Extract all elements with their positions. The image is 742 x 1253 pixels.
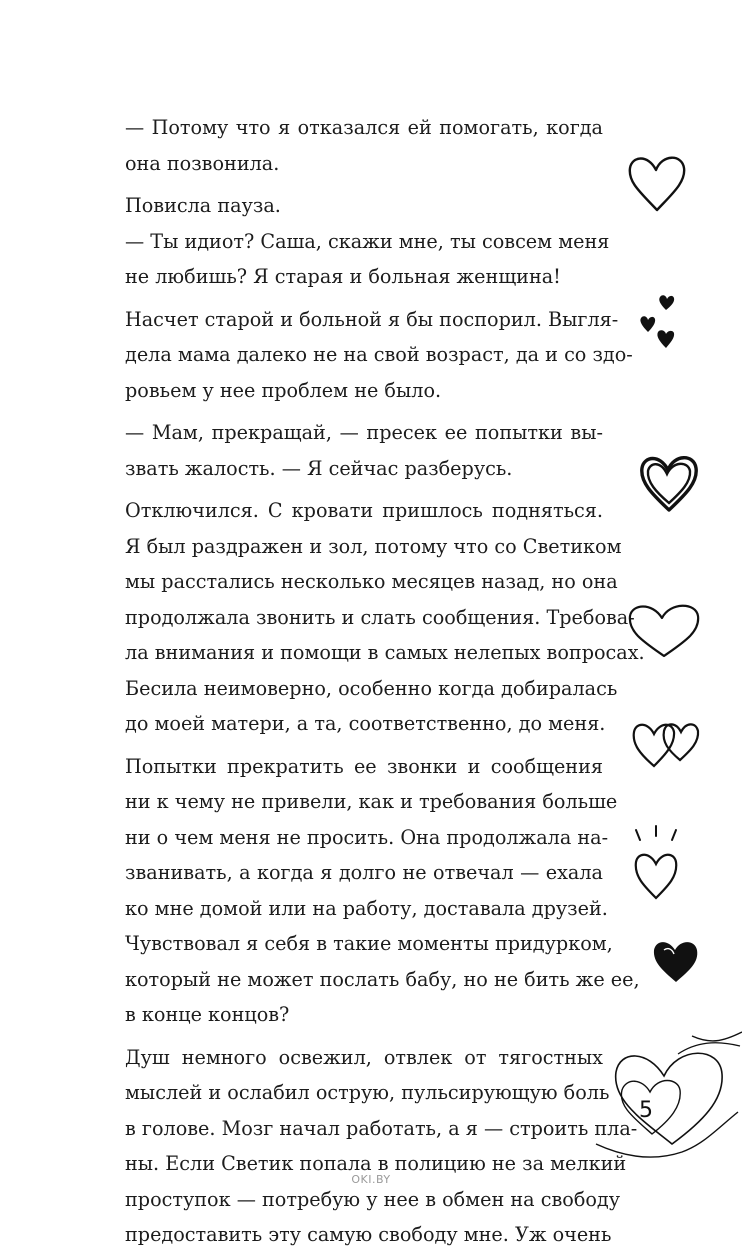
text-line: звать жалость. — Я сейчас разберусь.: [125, 456, 513, 480]
outline-heart-icon: [622, 148, 692, 218]
text-line: ны. Если Светик попала в полицию не за мелкий: [125, 1152, 627, 1175]
text-line: ни к чему не привели, как и требования больше: [125, 790, 618, 813]
text-line: Душ немного освежил, отвлек от тягостных: [125, 1045, 603, 1069]
small-hearts-cluster-icon: [636, 288, 686, 358]
text-line: Насчет старой и больной я бы поспорил. Выгля-: [125, 307, 619, 331]
text-line: не любишь? Я старая и больная женщина!: [125, 265, 561, 288]
text-line: ла внимания и помощи в самых нелепых вопросах.: [125, 641, 645, 664]
text-line: Бесила неимоверно, особенно когда добиралась: [125, 676, 618, 700]
swirl-hearts-icon: [592, 1024, 742, 1174]
text-line: мы расстались несколько месяцев назад, но она: [125, 570, 618, 593]
text-line: — Потому что я отказался ей помогать, когда: [125, 116, 603, 139]
text-line: предоставить эту самую свободу мне. Уж очень: [125, 1223, 612, 1246]
text-line: в голове. Мозг начал работать, а я — строить пла-: [125, 1116, 638, 1140]
paragraph: [125, 110, 603, 181]
text-line: Чувствовал я себя в такие моменты придурком,: [125, 932, 613, 955]
scribbled-heart-icon: [634, 448, 704, 518]
text-line: продолжала звонить и слать сообщения. Требова-: [125, 605, 635, 629]
text-line: ко мне домой или на работу, доставала друзей.: [125, 896, 608, 920]
body-text: [125, 110, 645, 1253]
paragraph: [125, 188, 603, 224]
text-line: она позвонила.: [125, 151, 280, 175]
text-line: — Ты идиот? Саша, скажи мне, ты совсем меня: [125, 229, 610, 253]
paragraph: [125, 493, 645, 742]
paragraph: [125, 1040, 638, 1253]
paragraph: [125, 749, 640, 1033]
filled-heart-icon: [650, 934, 702, 986]
paragraph: [125, 224, 610, 295]
text-line: Повисла пауза.: [125, 194, 281, 217]
text-line: мыслей и ослабил острую, пульсирующую боль: [125, 1081, 610, 1104]
text-line: до моей матери, а та, соответственно, до меня.: [125, 712, 606, 735]
double-hearts-icon: [628, 714, 704, 772]
wide-outline-heart-icon: [622, 596, 706, 662]
text-line: дела мама далеко не на свой возраст, да и со здо-: [125, 343, 633, 366]
text-line: который не может послать бабу, но не бить же ее,: [125, 967, 640, 991]
text-line: званивать, а когда я долго не отвечал — ехала: [125, 861, 603, 884]
text-line: в конце концов?: [125, 1003, 290, 1026]
paragraph: [125, 302, 633, 409]
page-number: 5: [639, 1098, 653, 1123]
sparkle-heart-icon: [626, 826, 688, 902]
text-line: ровьем у нее проблем не было.: [125, 378, 442, 402]
text-line: ни о чем меня не просить. Она продолжала на-: [125, 825, 609, 849]
watermark: OKI.BY: [351, 1173, 391, 1186]
text-line: — Мам, прекращай, — пресек ее попытки вы-: [125, 421, 603, 444]
text-line: Попытки прекратить ее звонки и сообщения: [125, 754, 603, 778]
text-line: Отключился. С кровати пришлось подняться.: [125, 499, 603, 522]
text-line: проступок — потребую у нее в обмен на свободу: [125, 1187, 621, 1211]
paragraph: [125, 415, 603, 486]
text-line: Я был раздражен и зол, потому что со Светиком: [125, 534, 622, 558]
